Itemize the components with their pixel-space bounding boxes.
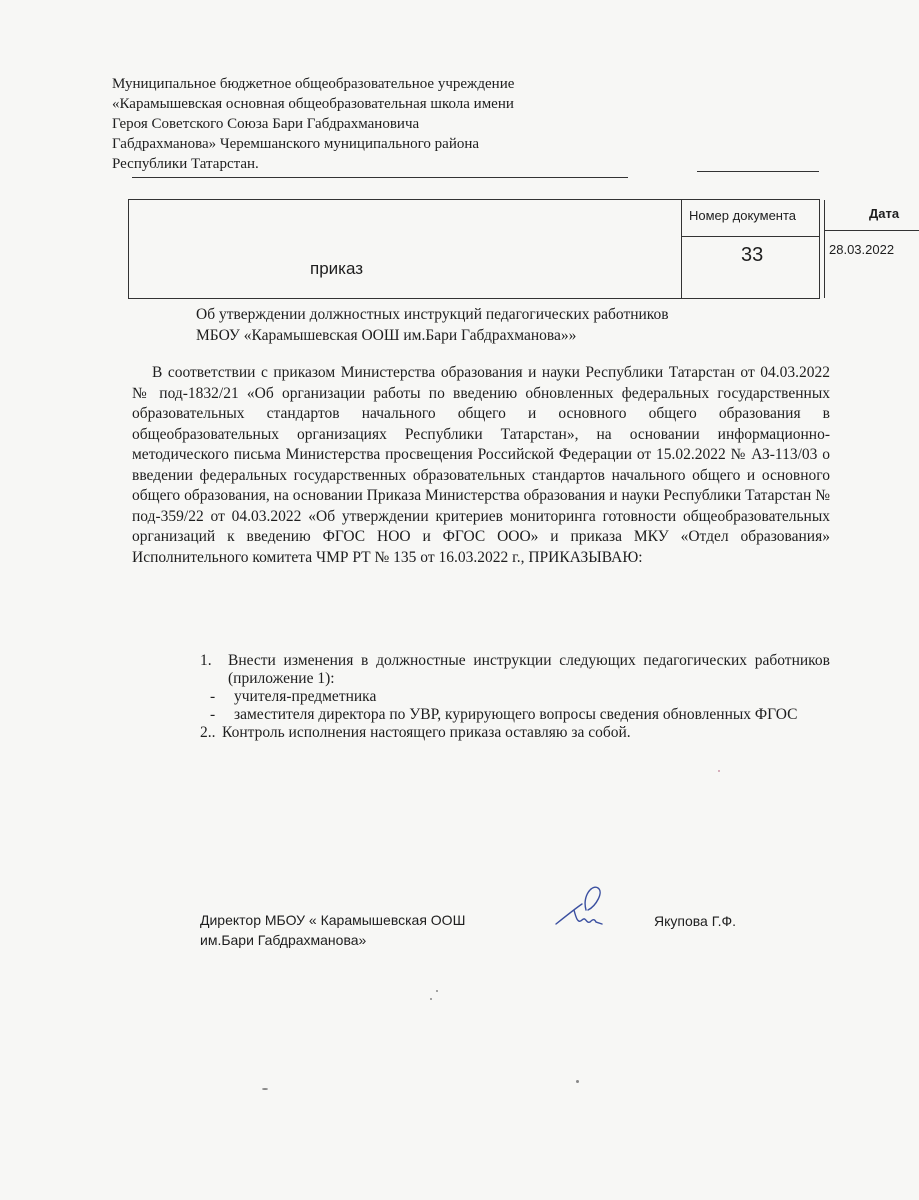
subject-line-2: МБОУ «Карамышевская ООШ им.Бари Габдрахманова»» <box>196 327 577 344</box>
list-marker: - <box>210 706 216 723</box>
scan-speck <box>718 770 720 772</box>
org-line-2: «Карамышевская основная общеобразовательная школа имени <box>112 96 514 112</box>
list-marker: 1. <box>200 652 212 669</box>
signatory-position <box>200 910 465 950</box>
document-table <box>128 199 900 299</box>
document-type: приказ <box>310 259 364 278</box>
list-item-text: учителя-предметника <box>234 688 377 705</box>
list-item <box>200 724 830 742</box>
scan-speck <box>262 1088 268 1090</box>
header-divider <box>132 177 628 178</box>
subject-line-1: Об утверждении должностных инструкций педагогических работников <box>196 306 669 323</box>
document-date: 28.03.2022 <box>829 242 895 257</box>
position-line-1: Директор МБОУ « Карамышевская ООШ <box>200 912 466 928</box>
org-line-1: Муниципальное бюджетное общеобразовательное учреждение <box>112 76 515 92</box>
order-items <box>200 652 830 742</box>
table-divider <box>681 236 819 237</box>
list-item-text: Контроль исполнения настоящего приказа оставляю за собой. <box>222 724 631 741</box>
list-item <box>200 706 830 724</box>
org-line-5: Республики Татарстан. <box>112 156 259 172</box>
list-marker: 2.. <box>200 724 216 741</box>
date-header: Дата <box>869 206 900 221</box>
header-divider-short <box>697 171 819 172</box>
document-subject <box>196 304 716 346</box>
document-number: 33 <box>741 244 764 266</box>
number-header: Номер документа <box>689 208 797 223</box>
list-marker: - <box>210 688 216 705</box>
body-paragraph: В соответствии с приказом Министерства образования и науки Республики Татарстан от 04.03.2022 № под-1832/21 «Об организации работы по введению обновленных федеральных государственных образовательных стандартов начального общего и основного общего образования в общеобразовательных организациях Республики Татарстан», на основании информационно-методического письма Министерства просвещения Российской Федерации от 15.02.2022 № АЗ-113/03 о введении федеральных государственных образовательных стандартов начального общего и основного общего образования, на основании Приказа Министерства образования и науки Республики Татарстан № под-359/22 от 04.03.2022 «Об утверждении критериев мониторинга готовности общеобразовательных организаций к введению ФГОС НОО и ФГОС ООО» и приказа МКУ «Отдел образования» Исполнительного комитета ЧМР РТ № 135 от 16.03.2022 г., ПРИКАЗЫВАЮ: <box>132 364 830 566</box>
table-divider <box>824 230 919 231</box>
handwritten-signature <box>552 880 622 938</box>
organization-header <box>112 74 632 174</box>
position-line-2: им.Бари Габдрахманова» <box>200 932 367 948</box>
org-line-3: Героя Советского Союза Бари Габдрахмановича <box>112 116 420 132</box>
table-divider <box>681 200 682 298</box>
table-divider <box>824 200 825 298</box>
scan-speck <box>436 990 438 992</box>
list-item <box>200 652 830 688</box>
scan-speck <box>576 1080 579 1083</box>
list-item-text: Внести изменения в должностные инструкции следующих педагогических работников (приложение 1): <box>228 652 830 687</box>
list-item-text: заместителя директора по УВР, курирующего вопросы сведения обновленных ФГОС <box>234 706 798 723</box>
signatory-name: Якупова Г.Ф. <box>654 913 737 929</box>
org-line-4: Габдрахманова» Черемшанского муниципального района <box>112 136 480 152</box>
scan-speck <box>430 998 432 1000</box>
list-item <box>200 688 830 706</box>
